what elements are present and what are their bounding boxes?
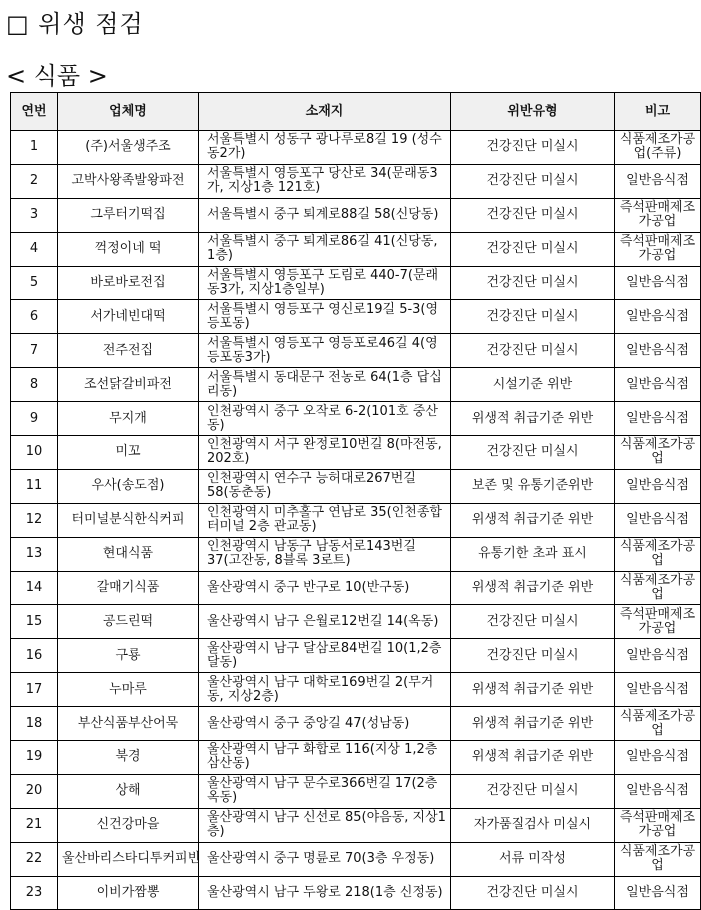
cell-violation-type: 건강진단 미실시 (451, 605, 615, 639)
cell-note: 일반음식점 (615, 402, 701, 436)
cell-business-name: 공드린떡 (58, 605, 199, 639)
cell-address: 울산광역시 남구 대학로169번길 2(무거동, 지상2층) (199, 673, 451, 707)
cell-violation-type: 건강진단 미실시 (451, 876, 615, 910)
header-address: 소재지 (199, 93, 451, 131)
table-row (11, 707, 701, 741)
cell-note: 일반음식점 (615, 741, 701, 775)
cell-business-name: 이비가짬뽕 (58, 876, 199, 910)
cell-address: 서울특별시 중구 퇴계로86길 41(신당동, 1층) (199, 232, 451, 266)
cell-note: 식품제조가공업 (615, 537, 701, 571)
cell-business-name: 우사(송도점) (58, 469, 199, 503)
cell-number: 10 (11, 436, 58, 470)
cell-number: 23 (11, 876, 58, 910)
cell-number: 7 (11, 334, 58, 368)
table-row (11, 537, 701, 571)
cell-note: 즉석판매제조가공업 (615, 232, 701, 266)
cell-business-name: 바로바로전집 (58, 266, 199, 300)
table-header-row (11, 93, 701, 131)
cell-address: 서울특별시 영등포구 당산로 34(문래동3가, 지상1층 121호) (199, 164, 451, 198)
cell-number: 2 (11, 164, 58, 198)
cell-business-name: 꺽정이네 떡 (58, 232, 199, 266)
cell-violation-type: 자가품질검사 미실시 (451, 808, 615, 842)
cell-number: 12 (11, 503, 58, 537)
cell-violation-type: 건강진단 미실시 (451, 164, 615, 198)
cell-address: 울산광역시 중구 명륜로 70(3층 우정동) (199, 842, 451, 876)
cell-violation-type: 건강진단 미실시 (451, 436, 615, 470)
cell-business-name: 북경 (58, 741, 199, 775)
table-row (11, 673, 701, 707)
table-row (11, 436, 701, 470)
cell-business-name: 울산바리스타디투커피빈 (58, 842, 199, 876)
cell-business-name: 터미널분식한식커피 (58, 503, 199, 537)
cell-address: 인천광역시 미추홀구 연남로 35(인천종합터미널 2층 관교동) (199, 503, 451, 537)
cell-note: 일반음식점 (615, 368, 701, 402)
cell-business-name: 누마루 (58, 673, 199, 707)
cell-address: 울산광역시 중구 중앙길 47(성남동) (199, 707, 451, 741)
table-row (11, 131, 701, 165)
cell-violation-type: 위생적 취급기준 위반 (451, 503, 615, 537)
cell-note: 일반음식점 (615, 300, 701, 334)
cell-number: 16 (11, 639, 58, 673)
cell-note: 일반음식점 (615, 266, 701, 300)
table-row (11, 402, 701, 436)
cell-number: 3 (11, 198, 58, 232)
cell-violation-type: 건강진단 미실시 (451, 198, 615, 232)
cell-note: 일반음식점 (615, 673, 701, 707)
cell-number: 19 (11, 741, 58, 775)
cell-violation-type: 유통기한 초과 표시 (451, 537, 615, 571)
cell-address: 서울특별시 영등포구 영등포로46길 4(영등포동3가) (199, 334, 451, 368)
section-title: □ 위생 점검 (6, 10, 144, 38)
cell-violation-type: 위생적 취급기준 위반 (451, 741, 615, 775)
table-row (11, 300, 701, 334)
cell-business-name: 조선닭갈비파전 (58, 368, 199, 402)
cell-address: 인천광역시 중구 오작로 6-2(101호 중산동) (199, 402, 451, 436)
table-row (11, 469, 701, 503)
cell-business-name: 무지개 (58, 402, 199, 436)
cell-number: 20 (11, 774, 58, 808)
table-row (11, 774, 701, 808)
cell-business-name: 상해 (58, 774, 199, 808)
cell-note: 식품제조가공업 (615, 571, 701, 605)
cell-violation-type: 건강진단 미실시 (451, 232, 615, 266)
cell-number: 4 (11, 232, 58, 266)
cell-business-name: 전주전집 (58, 334, 199, 368)
cell-address: 울산광역시 남구 달삼로84번길 10(1,2층 달동) (199, 639, 451, 673)
violation-table (10, 92, 701, 910)
cell-violation-type: 위생적 취급기준 위반 (451, 571, 615, 605)
cell-business-name: 구룡 (58, 639, 199, 673)
cell-number: 9 (11, 402, 58, 436)
table-row (11, 503, 701, 537)
cell-violation-type: 시설기준 위반 (451, 368, 615, 402)
cell-violation-type: 위생적 취급기준 위반 (451, 673, 615, 707)
cell-violation-type: 보존 및 유통기준위반 (451, 469, 615, 503)
cell-address: 서울특별시 영등포구 영신로19길 5-3(영등포동) (199, 300, 451, 334)
table-row (11, 198, 701, 232)
cell-violation-type: 서류 미작성 (451, 842, 615, 876)
cell-business-name: 갈매기식품 (58, 571, 199, 605)
cell-number: 8 (11, 368, 58, 402)
cell-number: 18 (11, 707, 58, 741)
cell-note: 일반음식점 (615, 164, 701, 198)
cell-business-name: 현대식품 (58, 537, 199, 571)
cell-address: 서울특별시 영등포구 도림로 440-7(문래동3가, 지상1층일부) (199, 266, 451, 300)
cell-note: 식품제조가공업 (615, 842, 701, 876)
cell-address: 인천광역시 연수구 능허대로267번길 58(동춘동) (199, 469, 451, 503)
cell-note: 일반음식점 (615, 876, 701, 910)
cell-note: 식품제조가공업 (615, 436, 701, 470)
cell-note: 일반음식점 (615, 469, 701, 503)
cell-business-name: 미꼬 (58, 436, 199, 470)
cell-number: 14 (11, 571, 58, 605)
cell-violation-type: 위생적 취급기준 위반 (451, 707, 615, 741)
cell-note: 식품제조가공업 (615, 707, 701, 741)
cell-address: 인천광역시 남동구 남동서로143번길 37(고잔동, 8블록 3로트) (199, 537, 451, 571)
cell-address: 울산광역시 남구 신선로 85(야음동, 지상1층) (199, 808, 451, 842)
header-violation-type: 위반유형 (451, 93, 615, 131)
cell-number: 6 (11, 300, 58, 334)
cell-note: 즉석판매제조가공업 (615, 605, 701, 639)
cell-number: 15 (11, 605, 58, 639)
table-row (11, 741, 701, 775)
cell-number: 5 (11, 266, 58, 300)
header-number: 연번 (11, 93, 58, 131)
cell-business-name: (주)서울생주조 (58, 131, 199, 165)
table-row (11, 232, 701, 266)
cell-note: 일반음식점 (615, 503, 701, 537)
table-row (11, 842, 701, 876)
cell-note: 식품제조가공업(주류) (615, 131, 701, 165)
cell-business-name: 그루터기떡집 (58, 198, 199, 232)
cell-address: 서울특별시 성동구 광나루로8길 19 (성수동2가) (199, 131, 451, 165)
cell-number: 22 (11, 842, 58, 876)
table-row (11, 266, 701, 300)
cell-number: 11 (11, 469, 58, 503)
table-row (11, 334, 701, 368)
table-row (11, 571, 701, 605)
cell-note: 일반음식점 (615, 334, 701, 368)
cell-violation-type: 위생적 취급기준 위반 (451, 402, 615, 436)
cell-business-name: 신건강마을 (58, 808, 199, 842)
cell-violation-type: 건강진단 미실시 (451, 131, 615, 165)
cell-violation-type: 건강진단 미실시 (451, 639, 615, 673)
cell-note: 일반음식점 (615, 639, 701, 673)
cell-violation-type: 건강진단 미실시 (451, 300, 615, 334)
cell-number: 1 (11, 131, 58, 165)
table-row (11, 164, 701, 198)
cell-note: 일반음식점 (615, 774, 701, 808)
cell-note: 즉석판매제조가공업 (615, 198, 701, 232)
table-row (11, 605, 701, 639)
cell-business-name: 서가네빈대떡 (58, 300, 199, 334)
table-row (11, 876, 701, 910)
cell-violation-type: 건강진단 미실시 (451, 334, 615, 368)
cell-number: 13 (11, 537, 58, 571)
cell-address: 서울특별시 동대문구 전농로 64(1층 답십리동) (199, 368, 451, 402)
header-business-name: 업체명 (58, 93, 199, 131)
cell-address: 울산광역시 남구 문수로366번길 17(2층 옥동) (199, 774, 451, 808)
cell-note: 즉석판매제조가공업 (615, 808, 701, 842)
header-note: 비고 (615, 93, 701, 131)
cell-address: 울산광역시 남구 은월로12번길 14(옥동) (199, 605, 451, 639)
cell-business-name: 부산식품부산어묵 (58, 707, 199, 741)
cell-violation-type: 건강진단 미실시 (451, 266, 615, 300)
category-title: < 식품 > (6, 62, 108, 90)
cell-address: 울산광역시 남구 두왕로 218(1층 신정동) (199, 876, 451, 910)
cell-violation-type: 건강진단 미실시 (451, 774, 615, 808)
cell-address: 울산광역시 남구 화합로 116(지상 1,2층 삼산동) (199, 741, 451, 775)
cell-address: 서울특별시 중구 퇴계로88길 58(신당동) (199, 198, 451, 232)
cell-address: 인천광역시 서구 완정로10번길 8(마전동, 202호) (199, 436, 451, 470)
cell-number: 21 (11, 808, 58, 842)
table-row (11, 639, 701, 673)
table-row (11, 368, 701, 402)
cell-number: 17 (11, 673, 58, 707)
table-row (11, 808, 701, 842)
cell-business-name: 고박사왕족발왕파전 (58, 164, 199, 198)
cell-address: 울산광역시 중구 반구로 10(반구동) (199, 571, 451, 605)
